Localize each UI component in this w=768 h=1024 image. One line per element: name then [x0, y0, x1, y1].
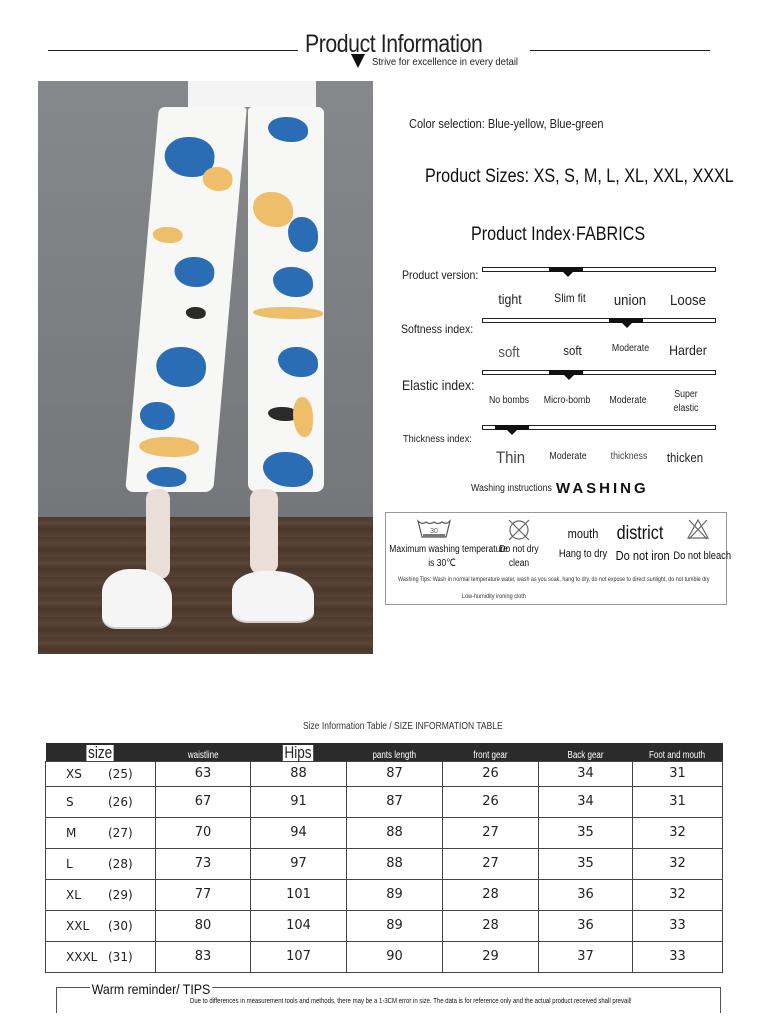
page-title: Product Information [305, 30, 483, 58]
no-iron-heading: district [616, 523, 664, 544]
warm-reminder-title: Warm reminder/ TIPS [91, 981, 211, 997]
size-table-caption: Size Information Table / SIZE INFORMATION TABLE [303, 721, 503, 732]
hang-dry-heading: mouth [567, 526, 599, 541]
left-ankle [146, 489, 170, 579]
care-instructions-box [385, 512, 732, 605]
brush-triangle-icon [351, 54, 365, 68]
value-cell: 97 [251, 848, 347, 879]
value-cell: 27 [443, 848, 539, 879]
washing-instructions-label: Washing instructions [471, 483, 552, 494]
value-cell: 80 [156, 910, 251, 941]
softness-index-bar [482, 318, 716, 323]
value-cell: 88 [347, 817, 443, 848]
photo-shirt [188, 81, 316, 107]
table-row [46, 761, 723, 786]
softness-option: soft [498, 344, 520, 361]
thickness-index-label: Thickness index: [403, 433, 472, 445]
value-cell: 88 [347, 848, 443, 879]
product-version-bar [482, 267, 716, 272]
value-cell: 83 [156, 941, 251, 972]
no-iron-text: Do not iron [615, 548, 670, 563]
elastic-option: Super elastic [673, 389, 699, 414]
right-sneaker [232, 571, 314, 621]
left-sneaker [102, 569, 172, 627]
warm-reminder-text: Due to differences in measurement tools and methods, there may be a 1-3CM error in size. The data is for reference only and the actual product received shall prevail! [190, 996, 632, 1005]
value-cell: 70 [156, 817, 251, 848]
value-cell: 27 [443, 817, 539, 848]
svg-text:30: 30 [430, 528, 438, 535]
value-cell: 28 [443, 879, 539, 910]
table-row [46, 848, 723, 879]
value-cell: 31 [633, 786, 723, 817]
no-dry-clean-text: Do not dry clean [499, 544, 539, 569]
color-selection: Color selection: Blue-yellow, Blue-green [409, 117, 604, 131]
no-bleach-text: Do not bleach [673, 550, 732, 562]
max-wash-temp-text: Maximum washing temperature is 30℃ [389, 544, 508, 569]
size-cell: L (28) [46, 848, 156, 879]
pants-right-leg [248, 107, 324, 492]
header-back-gear: Back gear [539, 743, 633, 761]
right-ankle [250, 489, 278, 574]
value-cell: 67 [156, 786, 251, 817]
value-cell: 37 [539, 941, 633, 972]
product-index-title: Product Index·FABRICS [471, 224, 646, 245]
size-cell: XS (25) [46, 761, 156, 786]
value-cell: 101 [251, 879, 347, 910]
washing-title: WASHING [556, 480, 649, 497]
value-cell: 33 [633, 910, 723, 941]
value-cell: 91 [251, 786, 347, 817]
product-version-label: Product version: [402, 268, 479, 282]
value-cell: 73 [156, 848, 251, 879]
value-cell: 35 [539, 817, 633, 848]
value-cell: 107 [251, 941, 347, 972]
header-size: size [46, 743, 156, 761]
size-table [45, 743, 723, 973]
table-row [46, 786, 723, 817]
page-subtitle: Strive for excellence in every detail [372, 56, 519, 68]
value-cell: 28 [443, 910, 539, 941]
wash-30-icon [416, 519, 452, 539]
thickness-option: thickness [610, 451, 648, 462]
value-cell: 36 [539, 910, 633, 941]
size-cell: XXXL (31) [46, 941, 156, 972]
table-row [46, 817, 723, 848]
elastic-index-label: Elastic index: [402, 377, 475, 393]
softness-option-selected: Moderate [611, 343, 650, 354]
table-row [46, 941, 723, 972]
value-cell: 104 [251, 910, 347, 941]
thickness-option-selected: Thin [495, 448, 526, 467]
no-dry-clean-icon [507, 518, 531, 542]
header-divider-right [530, 50, 710, 51]
size-cell: XL (29) [46, 879, 156, 910]
softness-index-label: Softness index: [401, 322, 474, 336]
thickness-option: thicken [666, 450, 704, 465]
elastic-option-selected: Micro-bomb [543, 395, 591, 406]
product-version-option: tight [498, 291, 522, 307]
value-cell: 32 [633, 879, 723, 910]
elastic-option: Moderate [609, 395, 647, 406]
photo-floor [38, 517, 373, 654]
header-waistline: waistline [156, 743, 251, 761]
header-front-gear: front gear [443, 743, 539, 761]
table-row [46, 879, 723, 910]
value-cell: 29 [443, 941, 539, 972]
value-cell: 77 [156, 879, 251, 910]
value-cell: 87 [347, 761, 443, 786]
value-cell: 63 [156, 761, 251, 786]
size-cell: XXL (30) [46, 910, 156, 941]
value-cell: 32 [633, 817, 723, 848]
header-divider-left [48, 50, 298, 51]
value-cell: 31 [633, 761, 723, 786]
value-cell: 26 [443, 786, 539, 817]
washing-tips: Washing Tips: Wash in normal temperature water, wash as you soak, hang to dry, do not expose to direct sunlight, do not tumble dry [398, 576, 710, 583]
header-hips: Hips [251, 743, 347, 761]
size-cell: M (27) [46, 817, 156, 848]
value-cell: 94 [251, 817, 347, 848]
size-cell: S (26) [46, 786, 156, 817]
softness-option: Harder [669, 342, 707, 358]
thickness-option: Moderate [549, 451, 587, 462]
value-cell: 90 [347, 941, 443, 972]
elastic-option: No bombs [488, 395, 530, 406]
product-version-option: Loose [670, 292, 706, 309]
size-table-header [46, 743, 723, 761]
value-cell: 89 [347, 910, 443, 941]
table-row [46, 910, 723, 941]
no-bleach-icon [686, 518, 710, 540]
value-cell: 35 [539, 848, 633, 879]
softness-option: soft [563, 343, 582, 358]
product-version-option: union [613, 292, 647, 309]
thickness-index-bar [482, 425, 716, 430]
value-cell: 34 [539, 786, 633, 817]
product-version-option-selected: Slim fit [554, 291, 586, 305]
product-sizes: Product Sizes: XS, S, M, L, XL, XXL, XXXL [425, 166, 734, 187]
hang-dry-text: Hang to dry [558, 548, 608, 560]
value-cell: 88 [251, 761, 347, 786]
value-cell: 34 [539, 761, 633, 786]
product-photo [38, 81, 373, 654]
washing-tips-ironing: Low-humidity ironing cloth [462, 593, 526, 600]
value-cell: 33 [633, 941, 723, 972]
header-pants-length: pants length [347, 743, 443, 761]
elastic-index-bar [482, 370, 716, 375]
value-cell: 26 [443, 761, 539, 786]
header-foot-and-mouth: Foot and mouth [633, 743, 723, 761]
value-cell: 36 [539, 879, 633, 910]
value-cell: 87 [347, 786, 443, 817]
value-cell: 89 [347, 879, 443, 910]
value-cell: 32 [633, 848, 723, 879]
